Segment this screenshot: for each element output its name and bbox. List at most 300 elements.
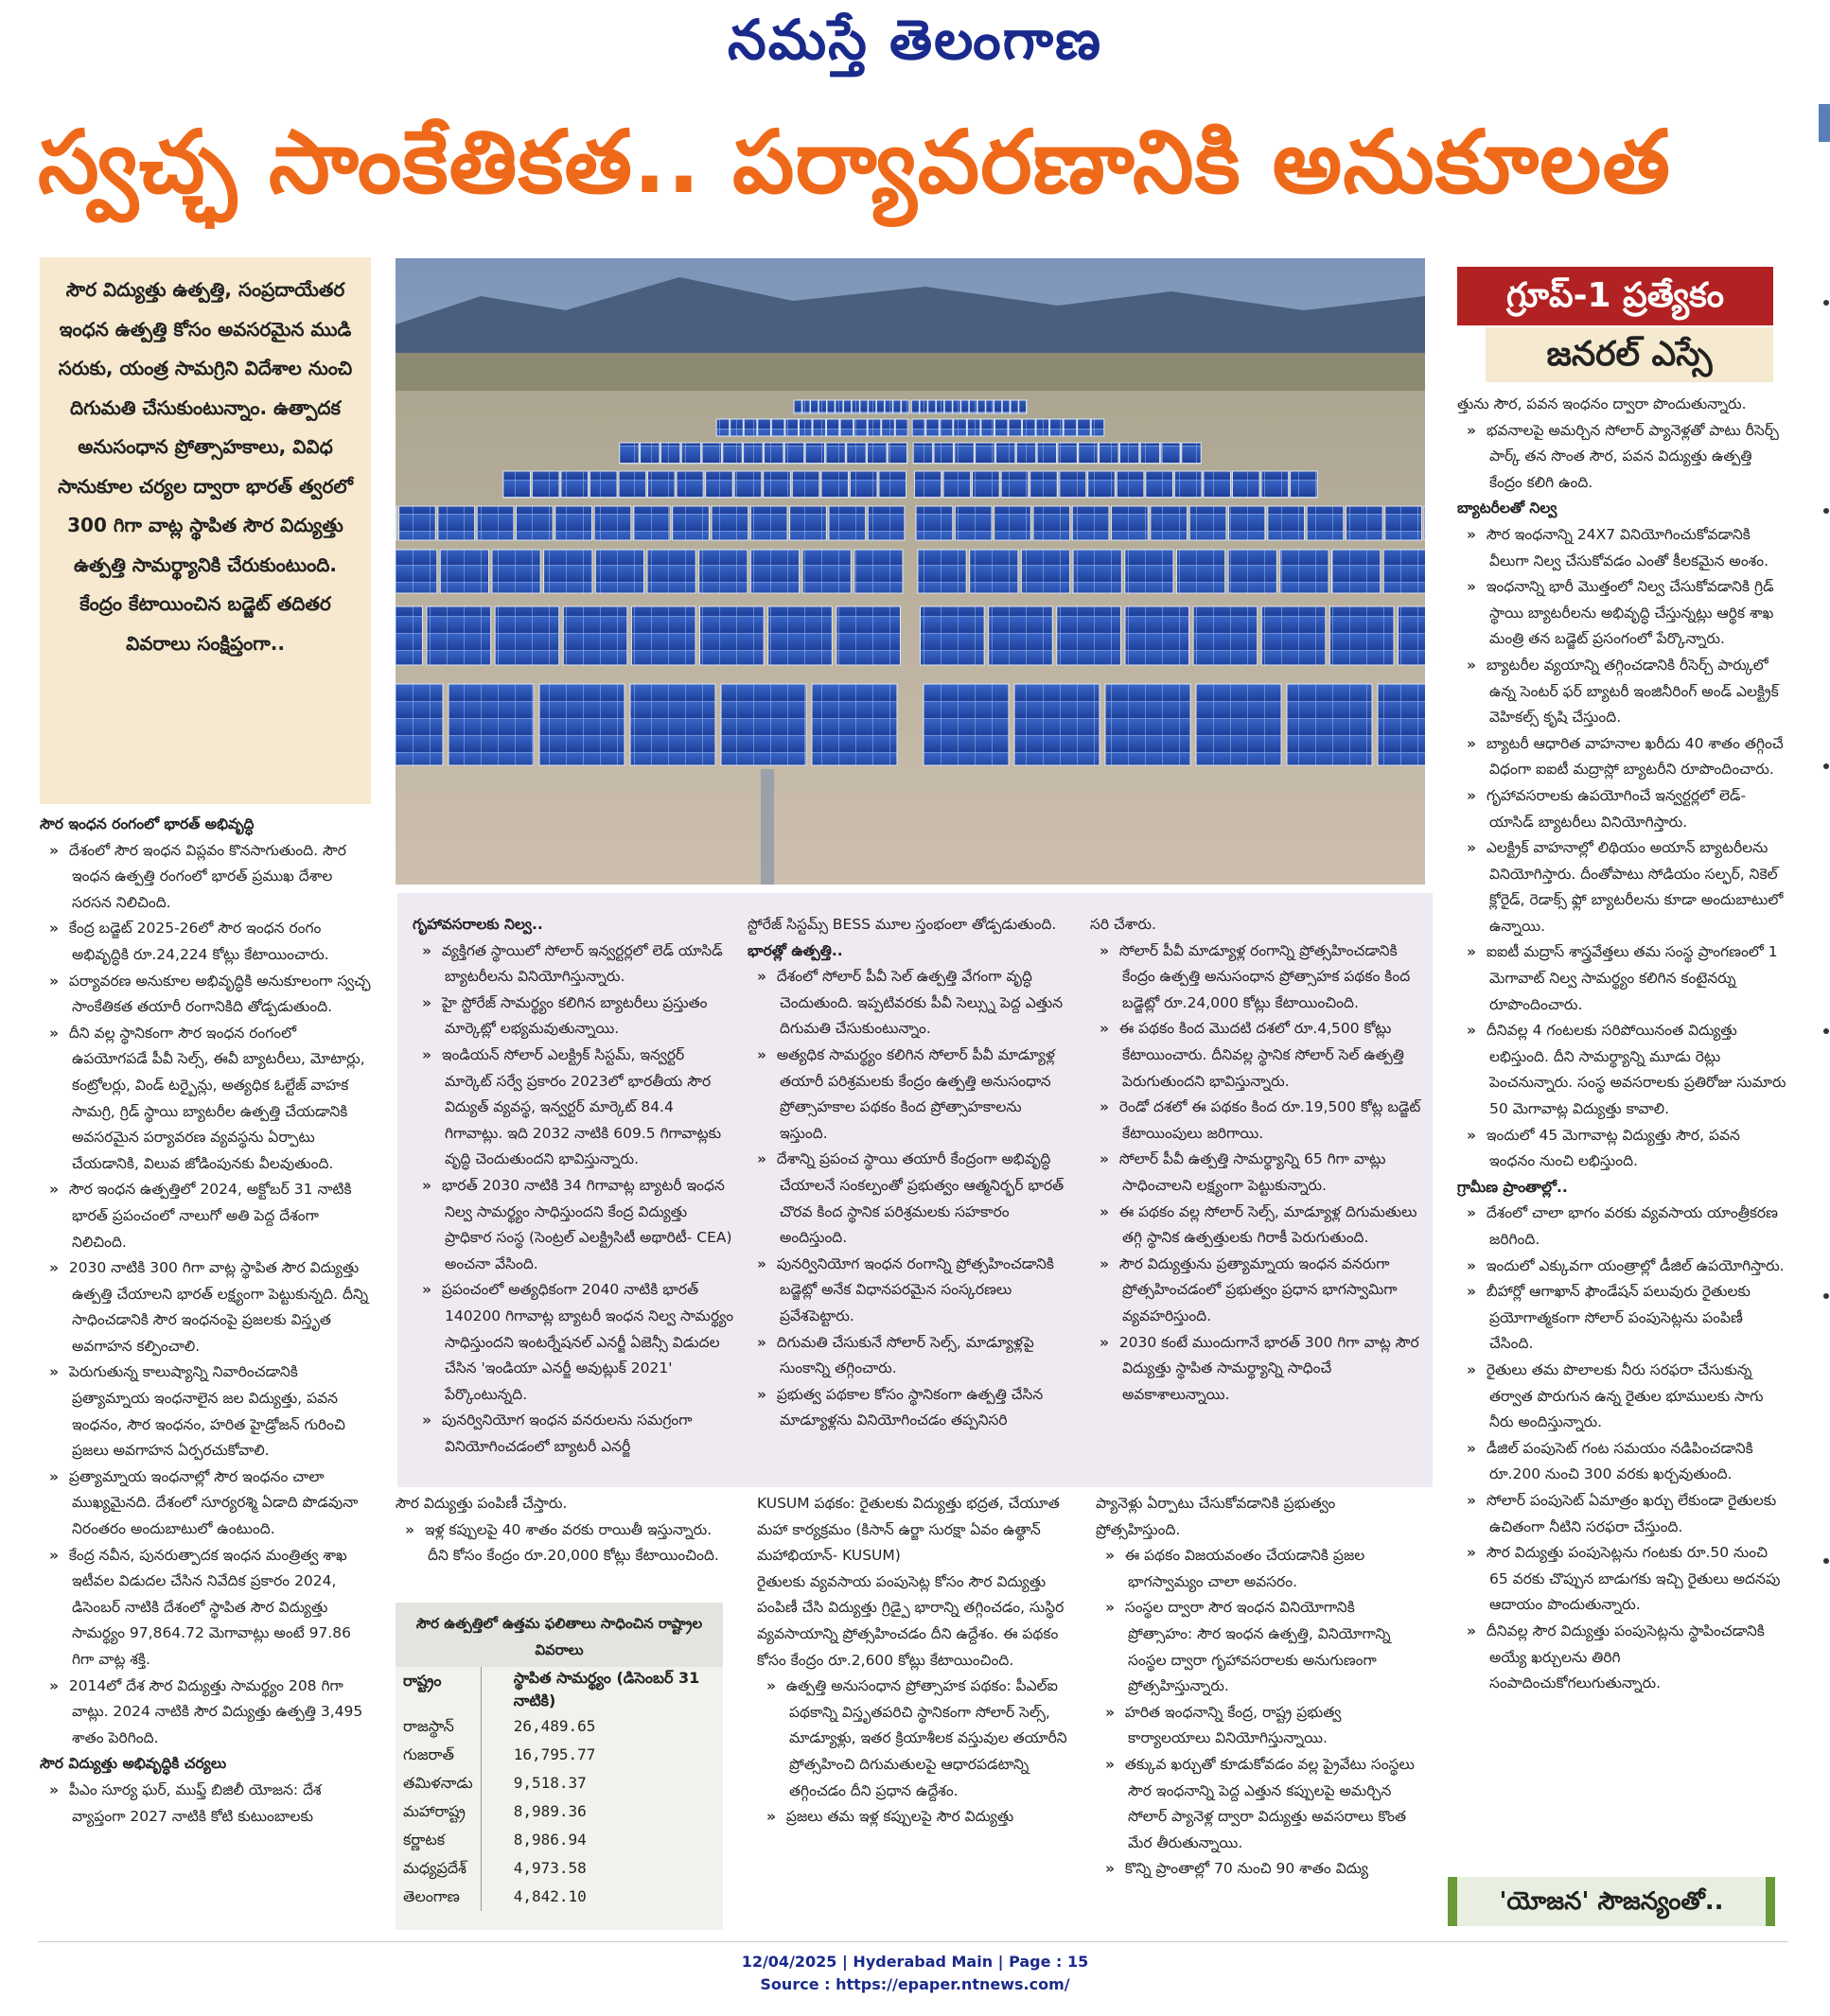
solar-panel-shape: [1011, 400, 1018, 413]
footer: [0, 1951, 1830, 1996]
solar-panel-shape: [784, 443, 803, 464]
solar-panel-shape: [1151, 506, 1188, 540]
solar-panel-shape: [943, 471, 971, 498]
solar-panel-shape: [595, 550, 643, 593]
solar-panel-shape: [792, 471, 819, 498]
solar-panel-shape: [893, 400, 901, 413]
solar-panel-shape: [953, 400, 960, 413]
bullet-item: » పునర్వినియోగ ఇంధన వనరులను సమగ్రంగా వినియోగించడంలో బ్యాటరీ ఎనర్జీ: [413, 1408, 734, 1460]
bullet-item: » దీనివల్ల సౌర విద్యుత్తు పంపుసెట్లను స్థాపించడానికి అయ్యే ఖర్చులను తిరిగి సంపాదించుకోగలుగుతున్నారు.: [1457, 1619, 1786, 1697]
bullet-list: [757, 1674, 1079, 1831]
bullet-list: [1090, 938, 1421, 1409]
paragraph: త్తును సౌర, పవన ఇంధనం ద్వారా పొందుతున్నారు.: [1457, 395, 1747, 412]
solar-panel-shape: [1021, 550, 1069, 593]
solar-panel-shape: [1346, 506, 1382, 540]
solar-panel-shape: [563, 606, 627, 665]
solar-panel-shape: [706, 471, 733, 498]
solar-panel-shape: [916, 506, 953, 540]
solar-panel-shape: [920, 400, 927, 413]
section-heading: గృహావసరాలకు నిల్వ..: [413, 916, 543, 933]
table-row: [396, 1712, 723, 1741]
solar-panel-shape: [785, 419, 799, 436]
state-cell: కర్ణాటక: [403, 1831, 446, 1849]
solar-panel-shape: [955, 506, 992, 540]
solar-panel-shape: [989, 606, 1053, 665]
solar-panel-shape: [427, 606, 491, 665]
solar-panel-shape: [1332, 550, 1381, 593]
state-cell: గుజరాత్: [403, 1745, 455, 1763]
solar-panel-shape: [673, 506, 710, 540]
solar-panel-shape: [847, 443, 866, 464]
solar-panel-shape: [1088, 471, 1116, 498]
solar-panel-shape: [1329, 606, 1394, 665]
bullet-item: » బ్యాటరీల వ్యయాన్ని తగ్గించడానికి రీసెర్చ్ పార్కులో ఉన్న సెంటర్ ఫర్ బ్యాటరీ ఇంజినీరింగ్ అండ్ ఎలక్ట్రిక్ వెహికల్స్ కృషి చేస్తుంది.: [1457, 653, 1786, 731]
table-title: సౌర ఉత్పత్తిలో ఉత్తమ ఫలితాలు సాధించిన రాష్ట్రాల వివరాలు: [396, 1603, 723, 1667]
solar-panel-shape: [1079, 443, 1098, 464]
solar-panel-shape: [944, 400, 952, 413]
solar-panel-shape: [876, 400, 884, 413]
solar-panel-shape: [399, 506, 436, 540]
solar-panel-shape: [854, 550, 903, 593]
bullet-item: » 2014లో దేశ సౌర విద్యుత్తు సామర్థ్యం 208 గిగా వాట్లు. 2024 నాటికి సౌర విద్యుత్తు ఉత్పత్తి 3,495 శాతం పెరిగింది.: [40, 1674, 373, 1752]
bullet-list: [40, 838, 373, 1752]
capacity-cell: 4,842.10: [481, 1883, 723, 1911]
solar-panel-shape: [1022, 419, 1035, 436]
solar-panel-shape: [868, 443, 887, 464]
solar-panel-shape: [1125, 550, 1173, 593]
solar-panel-shape: [768, 606, 833, 665]
solar-panel-shape: [619, 471, 646, 498]
solar-panel-shape: [869, 400, 876, 413]
solar-panel-shape: [1261, 471, 1289, 498]
solar-panel-shape: [702, 443, 721, 464]
solar-panel-shape: [744, 419, 757, 436]
capacity-cell: 26,489.65: [481, 1712, 723, 1741]
solar-panel-shape: [994, 506, 1031, 540]
solar-panel-shape: [854, 419, 868, 436]
bullet-item: » గృహావసరాలకు ఉపయోగించే ఇన్వర్టర్లలో లెడ్-యాసిడ్ బ్యాటరీలు వినియోగిస్తారు.: [1457, 783, 1786, 835]
solar-panel-shape: [712, 506, 748, 540]
solar-panel-shape: [396, 550, 437, 593]
bullet-list: [1457, 418, 1786, 497]
capacity-cell: 4,973.58: [481, 1854, 723, 1883]
solar-panel-shape: [1232, 471, 1259, 498]
bullet-item: » ఎలక్ట్రిక్ వాహనాల్లో లిథియం అయాన్ బ్యాటరీలను వినియోగిస్తారు. దీంతోపాటు సోడియం సల్ఫర్, నికెల్ క్లోరైడ్, రెడాక్స్ ఫ్లో బ్యాటరీలను కూడా అందుబాటులో ఉన్నాయి.: [1457, 835, 1786, 939]
bullet-item: » ప్రపంచంలో అత్యధికంగా 2040 నాటికి భారత్ 140200 గిగావాట్ల బ్యాటరీ ఇంధన నిల్వ సామర్థ్యం సాధిస్తుందని ఇంటర్నేషనల్ ఎనర్జీ ఏజెన్సీ విడుదల చేసిన 'ఇండియా ఎనర్జీ అవుట్లుక్ 2021' పేర్కొంటున్నది.: [413, 1277, 734, 1408]
solar-panel-shape: [885, 400, 892, 413]
solar-panel-shape: [648, 471, 676, 498]
state-cell: మధ్యప్రదేశ్: [403, 1859, 466, 1877]
column-1: [40, 812, 373, 1937]
solar-panel-shape: [913, 443, 932, 464]
solar-panel-shape: [969, 400, 977, 413]
solar-panel-shape: [1383, 550, 1425, 593]
solar-panel-shape: [730, 419, 744, 436]
solar-panel-shape: [843, 400, 851, 413]
state-cell: తమిళనాడు: [403, 1774, 473, 1792]
solar-panel-shape: [1105, 684, 1190, 765]
bullet-item: » పర్యావరణ అనుకూల అభివృద్ధికి అనుకూలంగా స్వచ్ఛ సాంకేతికత తయారీ రంగానికిది తోడ్పడుతుంది.: [40, 969, 373, 1021]
bullet-item: » పునర్వినియోగ ఇంధన రంగాన్ని ప్రోత్సహించడానికి బడ్జెట్లో అనేక విధానపరమైన సంస్కరణలు ప్రవేశపెట్టారు.: [748, 1252, 1069, 1330]
bullet-item: » రెండో దశలో ఈ పథకం కింద రూ.19,500 కోట్ల బడ్జెట్ కేటాయింపులు జరిగాయి.: [1090, 1095, 1421, 1147]
capacity-cell: 8,989.36: [481, 1797, 723, 1826]
paragraph: ప్యానెళ్లు ఏర్పాటు చేసుకోవడానికి ప్రభుత్వం ప్రోత్సహిస్తుంది.: [1096, 1495, 1336, 1538]
solar-panel-shape: [1146, 471, 1173, 498]
bullet-list: [748, 964, 1069, 1434]
divider: [38, 1941, 1788, 1942]
bullet-item: » బీహార్లో ఆగాఖాన్ ఫౌండేషన్ పలువురు రైతులకు ప్రయోగాత్మకంగా సోలార్ పంపుసెట్లను పంపిణీ చేసింది.: [1457, 1279, 1786, 1358]
section-heading: బ్యాటరీలతో నిల్వ: [1457, 500, 1557, 517]
solar-panel-shape: [1280, 550, 1329, 593]
solar-panel-shape: [1100, 443, 1118, 464]
table-row: [396, 1854, 723, 1883]
table-row: [396, 1741, 723, 1769]
solar-panel-shape: [918, 550, 966, 593]
bullet-item: » ఇండియన్ సోలార్ ఎలక్ట్రిక్ సిస్టమ్, ఇన్వర్టర్ మార్కెట్ సర్వే ప్రకారం 2023లో భారతీయ సౌర విద్యుత్ వ్యవస్థ, ఇన్వర్టర్ మార్కెట్ 84.4 గిగావాట్లు. ఇది 2032 నాటికి 609.5 గిగావాట్లకు వృద్ధి చెందుతుందని భావిస్తున్నారు.: [413, 1043, 734, 1173]
bullet-item: » భవనాలపై అమర్చిన సోలార్ ప్యానెళ్లతో పాటు రీసెర్చ్ పార్క్ తన సొంత సౌర, పవన విద్యుత్తు ఉత్పత్తి కేంద్రం కలిగి ఉంది.: [1457, 418, 1786, 497]
solar-panel-shape: [836, 400, 843, 413]
solar-panel-shape: [721, 684, 806, 765]
solar-panel-shape: [699, 550, 748, 593]
section-heading: గ్రామీణ ప్రాంతాల్లో..: [1457, 1178, 1568, 1196]
solar-panel-shape: [868, 419, 881, 436]
solar-panel-shape: [1078, 419, 1091, 436]
solar-panel-shape: [805, 443, 824, 464]
solar-panel-shape: [860, 400, 868, 413]
bullet-item: » పీఎం సూర్య ఘర్, ముఫ్త్ బిజిలీ యోజన: దేశ వ్యాప్తంగా 2027 నాటికి కోటి కుటుంబాలకు: [40, 1778, 373, 1830]
solar-panel-shape: [986, 400, 994, 413]
bullet-item: » ప్రత్యామ్నాయ ఇంధనాల్లో సౌర ఇంధనం చాలా ముఖ్యమైనది. దేశంలో సూర్యరశ్మి ఏడాది పొడవునా నిరంతరం అందుబాటులో ఉంటుంది.: [40, 1464, 373, 1543]
paragraph: సౌర విద్యుత్తు పంపిణీ చేస్తారు.: [396, 1495, 568, 1512]
solar-panel-shape: [926, 419, 940, 436]
bullet-item: » రైతులు తమ పొలాలకు నీరు సరఫరా చేసుకున్న తర్వాత పొరుగున ఉన్న రైతుల భూములకు సాగు నీరు అందిస్తున్నారు.: [1457, 1358, 1786, 1436]
solar-panel-shape: [771, 419, 784, 436]
solar-panel-shape: [827, 400, 835, 413]
bullet-item: » దీనివల్ల 4 గంటలకు సరిపోయినంత విద్యుత్తు లభిస్తుంది. దీని సామర్థ్యాన్ని మూడు రెట్లు పెంచనున్నారు. సంస్థ అవసరాలకు ప్రతిరోజు సుమారు 50 మెగావాట్ల విద్యుత్తు కావాలి.: [1457, 1018, 1786, 1122]
solar-panel-shape: [1385, 506, 1422, 540]
solar-panel-shape: [1030, 471, 1058, 498]
solar-panel-shape: [764, 471, 791, 498]
solar-panel-shape: [1112, 506, 1149, 540]
solar-panel-shape: [955, 443, 974, 464]
paragraph: KUSUM పథకం: రైతులకు విద్యుత్తు భద్రత, చేయూత మహా కార్యక్రమం (కిసాన్ ఉర్జా సురక్షా ఏవం ఉత్థాన్ మహాభియాన్- KUSUM): [757, 1495, 1060, 1565]
capacity-cell: 8,986.94: [481, 1826, 723, 1854]
solar-panel-shape: [911, 400, 919, 413]
solar-panel-shape: [1119, 443, 1138, 464]
bullet-item: » 2030 నాటికి 300 గిగా వాట్ల స్థాపిత సౌర విద్యుత్తు ఉత్పత్తి చేయాలని భారత్ లక్ష్యంగా పెట్టుకున్నది. దీన్ని సాధించడానికి సౌర ఇంధనంపై ప్రజలకు విస్తృత అవగాహన కల్పించాలి.: [40, 1255, 373, 1359]
solar-panel-shape: [758, 419, 771, 436]
solar-panel-shape: [449, 684, 534, 765]
solar-panel-shape: [495, 606, 559, 665]
column-4-lower: [1096, 1491, 1423, 1936]
bullet-item: » దేశంలో సోలార్ పీవీ సెల్ ఉత్పత్తి వేగంగా వృద్ధి చెందుతుంది. ఇప్పటివరకు పీవీ సెల్స్ను పెద్ద ఎత్తున దిగుమతి చేసుకుంటున్నాం.: [748, 964, 1069, 1043]
solar-panel-shape: [1064, 419, 1077, 436]
solar-panel-shape: [1228, 550, 1276, 593]
solar-panel-shape: [396, 684, 443, 765]
solar-panel-shape: [620, 443, 639, 464]
bullet-item: » సంస్థల ద్వారా సౌర ఇంధన వినియోగానికి ప్రోత్సాహం: సౌర ఇంధన ఉత్పత్తి, వినియోగాన్ని సంస్థల ద్వారా గృహావసరాలకు అనుగుణంగా ప్రోత్సహిస్తున్నారు.: [1096, 1595, 1423, 1699]
bullet-item: » సోలార్ పీవీ మాడ్యూళ్ల రంగాన్ని ప్రోత్సహించడానికి కేంద్రం ఉత్పత్తి అనుసంధాన ప్రోత్సాహక పథకం కింద బడ్జెట్లో రూ.24,000 కోట్లు కేటాయించింది.: [1090, 938, 1421, 1017]
solar-panel-shape: [1196, 684, 1281, 765]
table-row: [396, 1883, 723, 1911]
page-edge-strip: [1815, 104, 1830, 1996]
general-essay-tag: జనరల్ ఎస్సే: [1486, 327, 1773, 382]
panel-column-1: [413, 912, 734, 1480]
state-cell: రాజస్థాన్: [403, 1717, 454, 1735]
solar-panel-shape: [1378, 684, 1425, 765]
solar-panel-shape: [1268, 506, 1305, 540]
solar-panel-shape: [750, 506, 787, 540]
solar-panel-shape: [492, 550, 540, 593]
section-heading: సౌర ఇంధన రంగంలో భారత్ అభివృద్ధి: [40, 815, 255, 833]
solar-panel-shape: [912, 419, 925, 436]
solar-panel-shape: [1161, 443, 1180, 464]
solar-panel-shape: [544, 550, 592, 593]
solar-panel-shape: [1307, 506, 1344, 540]
capacity-cell: 16,795.77: [481, 1741, 723, 1769]
bullet-item: » ఐఐటీ మద్రాస్ శాస్త్రవేత్తలు తమ సంస్థ ప్రాంగణంలో 1 మెగావాట్ నిల్వ సామర్థ్యం కలిగిన కంటైనర్ను రూపొందించారు.: [1457, 939, 1786, 1018]
bullet-list: [40, 1778, 373, 1830]
solar-panel-shape: [1037, 443, 1056, 464]
bullet-item: » దేశంలో సౌర ఇంధన విప్లవం కొనసాగుతుంది. సౌర ఇంధన ఉత్పత్తి రంగంలో భారత్ ప్రముఖ దేశాల సరసన నిలిచింది.: [40, 838, 373, 917]
bullet-item: » సోలార్ పంపుసెట్ ఏమాత్రం ఖర్చు లేకుండా రైతులకు ఉచితంగా నీటిని సరఫరా చేస్తుంది.: [1457, 1488, 1786, 1540]
column-5: [1457, 392, 1786, 1867]
solar-panel-shape: [928, 400, 936, 413]
solar-panel-shape: [516, 506, 553, 540]
solar-panel-shape: [802, 400, 810, 413]
solar-panel-shape: [977, 400, 985, 413]
solar-panel-shape: [1057, 606, 1121, 665]
solar-panel-shape: [836, 606, 901, 665]
bullet-item: » దేశాన్ని ప్రపంచ స్థాయి తయారీ కేంద్రంగా అభివృద్ధి చేయాలనే సంకల్పంతో ప్రభుత్వం ఆత్మనిర్భర్ భారత్ చొరవ కింద స్థానిక పరిశ్రమలకు సహకారం అందిస్తుంది.: [748, 1147, 1069, 1251]
solar-panel-shape: [976, 443, 994, 464]
solar-panel-shape: [716, 419, 730, 436]
bullet-item: » కేంద్ర బడ్జెట్ 2025-26లో సౌర ఇంధన రంగం అభివృద్ధికి రూ.24,224 కోట్లు కేటాయించారు.: [40, 916, 373, 968]
solar-panel-shape: [1125, 606, 1189, 665]
solar-panel-shape: [1009, 419, 1022, 436]
bullet-item: » ప్రజలు తమ ఇళ్ల కప్పులపై సౌర విద్యుత్తు: [757, 1804, 1079, 1831]
solar-panel-shape: [396, 606, 422, 665]
solar-panel-shape: [967, 419, 980, 436]
solar-panel-shape: [812, 684, 897, 765]
bullet-item: » ఇళ్ల కప్పులపై 40 శాతం వరకు రాయితీ ఇస్తున్నారు. దీని కోసం కేంద్రం రూ.20,000 కోట్లు కేటాయించింది.: [396, 1517, 723, 1569]
bullet-item: » ప్రభుత్వ పథకాల కోసం స్థానికంగా ఉత్పత్తి చేసిన మాడ్యూళ్లను వినియోగించడం తప్పనిసరి: [748, 1382, 1069, 1434]
solar-panel-shape: [1193, 606, 1258, 665]
solar-panel-shape: [561, 471, 589, 498]
solar-panel-shape: [1073, 550, 1121, 593]
solar-panel-shape: [1399, 606, 1425, 665]
solar-panel-shape: [1014, 684, 1100, 765]
solar-panel-shape: [734, 471, 762, 498]
bullet-item: » సౌర ఇంధనాన్ని 24X7 వినియోగించుకోవడానికి వీలుగా నిల్వ చేసుకోవడం ఎంతో కీలకమైన అంశం.: [1457, 522, 1786, 574]
bullet-item: » కేంద్ర నవీన, పునరుత్పాదక ఇంధన మంత్రిత్వ శాఖ ఇటీవల విడుదల చేసిన నివేదిక ప్రకారం 2024, డిసెంబర్ నాటికి దేశంలో స్థాపిత సౌర విద్యుత్తు సామర్థ్యం 97,864.72 మెగావాట్లు అంటే 97.86 గిగా వాట్ల శక్తి.: [40, 1543, 373, 1674]
solar-panel-shape: [850, 471, 877, 498]
table-row: [396, 1797, 723, 1826]
solar-panel-shape: [633, 506, 670, 540]
intro-box: సౌర విద్యుత్తు ఉత్పత్తి, సంప్రదాయేతర ఇంధన ఉత్పత్తి కోసం అవసరమైన ముడి సరుకు, యంత్ర సామగ్రిని విదేశాల నుంచి దిగుమతి చేసుకుంటున్నాం. ఉత్పాదక అనుసంధాన ప్రోత్సాహకాలు, వివిధ సానుకూల చర్యల ద్వారా భారత్ త్వరలో 300 గిగా వాట్ల స్థాపిత సౌర విద్యుత్తు ఉత్పత్తి సామర్థ్యానికి చేరుకుంటుంది. కేంద్రం కేటాయించిన బడ్జెట్ తదితర వివరాలు సంక్షిప్తంగా..: [40, 257, 371, 804]
bullet-item: » హరిత ఇంధనాన్ని కేంద్ర, రాష్ట్ర ప్రభుత్వ కార్యాలయాలు వినియోగిస్తున్నాయి.: [1096, 1700, 1423, 1752]
solar-panel-shape: [1019, 400, 1027, 413]
solar-panel-shape: [555, 506, 592, 540]
state-capacity-table: [396, 1603, 723, 1930]
table-row: [396, 1826, 723, 1854]
solar-panel-shape: [594, 506, 631, 540]
solar-panel-shape: [1291, 471, 1318, 498]
solar-panel-shape: [970, 550, 1018, 593]
solar-panel-shape: [1001, 471, 1029, 498]
bullet-item: » ఇందులో ఎక్కువగా యంత్రాల్లో డీజిల్ ఉపయోగిస్తారు.: [1457, 1253, 1786, 1280]
solar-panel-shape: [1174, 471, 1202, 498]
bullet-item: » ఈ పథకం కింద మొదటి దశలో రూ.4,500 కోట్లు కేటాయించారు. దీనివల్ల స్థానిక సోలార్ సెల్ ఉత్పత్తి పెరుగుతుందని భావిస్తున్నారు.: [1090, 1016, 1421, 1095]
panel-column-2: [748, 912, 1069, 1480]
solar-panel-shape: [813, 419, 826, 436]
table-header-state: రాష్ట్రం: [403, 1672, 442, 1690]
solar-panel-shape: [914, 471, 941, 498]
solar-panel-shape: [700, 606, 765, 665]
solar-panel-shape: [539, 684, 625, 765]
solar-panel-shape: [799, 419, 812, 436]
bullet-item: » ఈ పథకం విజయవంతం చేయడానికి ప్రజల భాగస్వామ్యం చాలా అవసరం.: [1096, 1543, 1423, 1595]
solar-panel-shape: [764, 443, 783, 464]
bullet-item: » వ్యక్తిగత స్థాయిలో సోలార్ ఇన్వర్టర్లలో లెడ్ యాసిడ్ బ్యాటరీలను వినియోగిస్తున్నారు.: [413, 938, 734, 990]
solar-panel-shape: [934, 443, 953, 464]
solar-panel-shape: [641, 443, 660, 464]
column-3-lower: [757, 1491, 1079, 1936]
group1-special-tag: గ్రూప్-1 ప్రత్యేకం: [1457, 267, 1773, 325]
bullet-item: » భారత్ 2030 నాటికి 34 గిగావాట్ల బ్యాటరీ ఇంధన నిల్వ సామర్థ్యం సాధిస్తుందని కేంద్ర విద్యుత్తు ప్రాధికార సంస్థ (సెంట్రల్ ఎలక్ట్రిసిటీ అథారిటీ- CEA) అంచనా వేసింది.: [413, 1173, 734, 1277]
bullet-item: » ఈ పథకం వల్ల సోలార్ సెల్స్, మాడ్యూళ్ల దిగుమతులు తగ్గి స్థానిక ఉత్పత్తులకు గిరాకీ పెరుగుతుంది.: [1090, 1200, 1421, 1252]
footer-date-page: 12/04/2025 | Hyderabad Main | Page : 15: [741, 1953, 1089, 1971]
solar-panel-shape: [1058, 443, 1077, 464]
bullet-list: [413, 938, 734, 1461]
bullet-item: » ఇందులో 45 మెగావాట్ల విద్యుత్తు సౌర, పవన ఇంధనం నుంచి లభిస్తుంది.: [1457, 1123, 1786, 1175]
solar-panel-shape: [1176, 550, 1224, 593]
bullet-item: » సౌర ఇంధన ఉత్పత్తిలో 2024, అక్టోబర్ 31 నాటికి భారత్ ప్రపంచంలో నాలుగో అతి పెద్ద దేశంగా నిలిచింది.: [40, 1177, 373, 1255]
solar-panel-shape: [750, 550, 799, 593]
paragraph: స్టోరేజ్ సిస్టమ్స్ BESS మూల స్తంభంలా తోడ్పడుతుంది.: [748, 916, 1057, 933]
bullet-item: » సోలార్ పీవీ ఉత్పత్తి సామర్థ్యాన్ని 65 గిగా వాట్లు సాధించాలని లక్ష్యంగా పెట్టుకున్నారు.: [1090, 1147, 1421, 1199]
solar-panel-shape: [794, 400, 801, 413]
masthead: నమస్తే తెలంగాణ: [728, 8, 1102, 72]
solar-panel-shape: [744, 443, 763, 464]
solar-panel-shape: [994, 419, 1008, 436]
solar-panel-shape: [940, 419, 953, 436]
bullet-item: » ఇంధనాన్ని భారీ మొత్తంలో నిల్వ చేసుకోవడానికి గ్రిడ్ స్థాయి బ్యాటరీలను అభివృద్ధి చేస్తున్నట్లు ఆర్థిక శాఖ మంత్రి తన బడ్జెట్ ప్రసంగంలో పేర్కొన్నారు.: [1457, 574, 1786, 653]
solar-panel-shape: [973, 471, 1000, 498]
solar-panel-shape: [1204, 471, 1231, 498]
bullet-item: » హై స్టోరేజ్ సామర్థ్యం కలిగిన బ్యాటరీలు ప్రస్తుతం మార్కెట్లో లభ్యమవుతున్నాయి.: [413, 990, 734, 1043]
solar-panel-shape: [829, 506, 866, 540]
solar-panel-shape: [954, 419, 967, 436]
solar-panel-shape: [827, 419, 840, 436]
solar-panel-shape: [981, 419, 994, 436]
solar-panel-shape: [802, 550, 851, 593]
solar-panel-shape: [936, 400, 943, 413]
solar-panel-shape: [1059, 471, 1086, 498]
solar-panel-shape: [1033, 506, 1070, 540]
paragraph: సరి చేశారు.: [1090, 916, 1156, 933]
bullet-item: » అత్యధిక సామర్థ్యం కలిగిన సోలార్ పీవీ మాడ్యూళ్ల తయారీ పరిశ్రమలకు కేంద్రం ఉత్పత్తి అనుసంధాన ప్రోత్సాహకాల పథకం కింద ప్రోత్సాహకాలను ఇస్తుంది.: [748, 1043, 1069, 1147]
state-cell: తెలంగాణ: [403, 1887, 460, 1905]
bullet-item: » తక్కువ ఖర్చుతో కూడుకోవడం వల్ల ప్రైవేటు సంస్థలు సౌర ఇంధనాన్ని పెద్ద ఎత్తున కప్పులపై అమర్చిన సోలార్ ప్యానెళ్ల ద్వారా విద్యుత్తు అవసరాలు కొంత మేర తీరుతున్నాయి.: [1096, 1752, 1423, 1856]
solar-panel-shape: [1424, 506, 1425, 540]
solar-panel-shape: [895, 419, 908, 436]
column-2-lower: [396, 1491, 723, 1597]
solar-panel-shape: [1117, 471, 1144, 498]
solar-panel-shape: [1228, 506, 1265, 540]
table-header-capacity: స్థాపిత సామర్థ్యం (డిసెంబర్ 31 నాటికి): [481, 1667, 723, 1712]
solar-panel-shape: [790, 506, 827, 540]
solar-panel-shape: [647, 550, 695, 593]
solar-panel-shape: [677, 471, 704, 498]
solar-panel-shape: [1072, 506, 1109, 540]
panel-column-3: [1090, 912, 1421, 1480]
bullet-list: [396, 1517, 723, 1569]
bullet-item: » దీని వల్ల స్థానికంగా సౌర ఇంధన రంగంలో ఉపయోగపడే పీవీ సెల్స్, ఈవీ బ్యాటరీలు, మోటార్లు, కంట్రోలర్లు, విండ్ టర్బైన్లు, అత్యధిక ఓల్టేజ్ వాహక సామగ్రి, గ్రిడ్ స్థాయి బ్యాటరీల ఉత్పత్తి చేయడానికి అవసరమైన పర్యావరణ వ్యవస్థను ఏర్పాటు చేయడానికి, విలువ జోడింపునకు వీలవుతుంది.: [40, 1021, 373, 1178]
solar-panel-shape: [532, 471, 559, 498]
solar-panel-shape: [1050, 419, 1064, 436]
bullet-list: [1457, 522, 1786, 1175]
solar-panel-shape: [681, 443, 700, 464]
solar-panel-shape: [818, 400, 826, 413]
bullet-item: » దిగుమతి చేసుకునే సోలార్ సెల్స్, మాడ్యూళ్లపై సుంకాన్ని తగ్గించారు.: [748, 1330, 1069, 1382]
bullet-item: » బ్యాటరీ ఆధారిత వాహనాల ఖరీదు 40 శాతం తగ్గించే విధంగా ఐఐటీ మద్రాస్లో బ్యాటరీని రూపొందించారు.: [1457, 731, 1786, 783]
bullet-item: » పెరుగుతున్న కాలుష్యాన్ని నివారించడానికి ప్రత్యామ్నాయ ఇంధనాలైన జల విద్యుత్తు, పవన ఇంధనం, సౌర ఇంధనం, హరిత హైడ్రోజన్ గురించి ప్రజలు అవగాహన ఏర్పరచుకోవాలి.: [40, 1359, 373, 1464]
solar-panel-shape: [723, 443, 742, 464]
bullet-list: [1457, 1201, 1786, 1696]
solar-panel-shape: [921, 606, 985, 665]
solar-panel-shape: [902, 400, 909, 413]
solar-panel-shape: [811, 400, 818, 413]
solar-panel-shape: [868, 506, 905, 540]
solar-panel-shape: [1016, 443, 1035, 464]
solar-panel-shape: [630, 684, 715, 765]
solar-panel-shape: [1261, 606, 1326, 665]
solar-panel-shape: [826, 443, 845, 464]
bullet-item: » కొన్ని ప్రాంతాల్లో 70 నుంచి 90 శాతం విద్యు: [1096, 1856, 1423, 1883]
solar-panel-shape: [589, 471, 617, 498]
bullet-item: » డీజిల్ పంపుసెట్ గంట సమయం నడిపించడానికి రూ.200 నుంచి 300 వరకు ఖర్చవుతుంది.: [1457, 1436, 1786, 1488]
solar-panel-shape: [1091, 419, 1104, 436]
solar-panel-shape: [1140, 443, 1159, 464]
paragraph: రైతులకు వ్యవసాయ పంపుసెట్ల కోసం సౌర విద్యుత్తు పంపిణీ చేసి విద్యుత్తు గ్రిడ్పై భారాన్ని తగ్గించడం, సుస్థిర వ్యవసాయాన్ని ప్రోత్సహించడం దీని ఉద్దేశం. ఈ పథకం కోసం కేంద్రం రూ.2,600 కోట్లు కేటాయించింది.: [757, 1572, 1065, 1669]
bullet-item: » ఉత్పత్తి అనుసంధాన ప్రోత్సాహక పథకం: పీఎల్ఐ పథకాన్ని విస్తృతపరిచి స్థానికంగా సోలార్ సెల్స్, మాడ్యూళ్లు, ఇతర క్రియాశీలక వస్తువుల తయారీని ప్రోత్సహించి దిగుమతులపై ఆధారపడటాన్ని తగ్గించడం దీని ప్రధాన ఉద్దేశం.: [757, 1674, 1079, 1804]
headline: స్వచ్ఛ సాంకేతికత.. పర్యావరణానికి అనుకూలత: [38, 112, 1671, 213]
bullet-item: » దేశంలో చాలా భాగం వరకు వ్యవసాయ యాంత్రీకరణ జరిగింది.: [1457, 1201, 1786, 1253]
solar-panel-shape: [1002, 400, 1010, 413]
solar-panel-shape: [888, 443, 906, 464]
solar-panel-shape: [879, 471, 906, 498]
solar-panel-shape: [440, 550, 488, 593]
solar-panel-shape: [994, 400, 1002, 413]
solar-panel-shape: [995, 443, 1014, 464]
solar-panel-shape: [852, 400, 859, 413]
capacity-cell: 9,518.37: [481, 1769, 723, 1797]
state-cell: మహారాష్ట్ర: [403, 1802, 466, 1820]
solar-panel-shape: [882, 419, 895, 436]
yojana-credit: 'యోజన' సౌజన్యంతో..: [1448, 1877, 1775, 1926]
solar-panel-shape: [924, 684, 1009, 765]
bullet-list: [1096, 1543, 1423, 1883]
solar-panel-shape: [1036, 419, 1049, 436]
solar-panel-shape: [961, 400, 969, 413]
section-heading: భారత్లో ఉత్పత్తి..: [748, 941, 843, 959]
solar-panel-shape: [821, 471, 849, 498]
solar-panel-shape: [631, 606, 695, 665]
solar-panel-shape: [438, 506, 475, 540]
solar-panel-shape: [503, 471, 531, 498]
solar-panel-shape: [840, 419, 853, 436]
